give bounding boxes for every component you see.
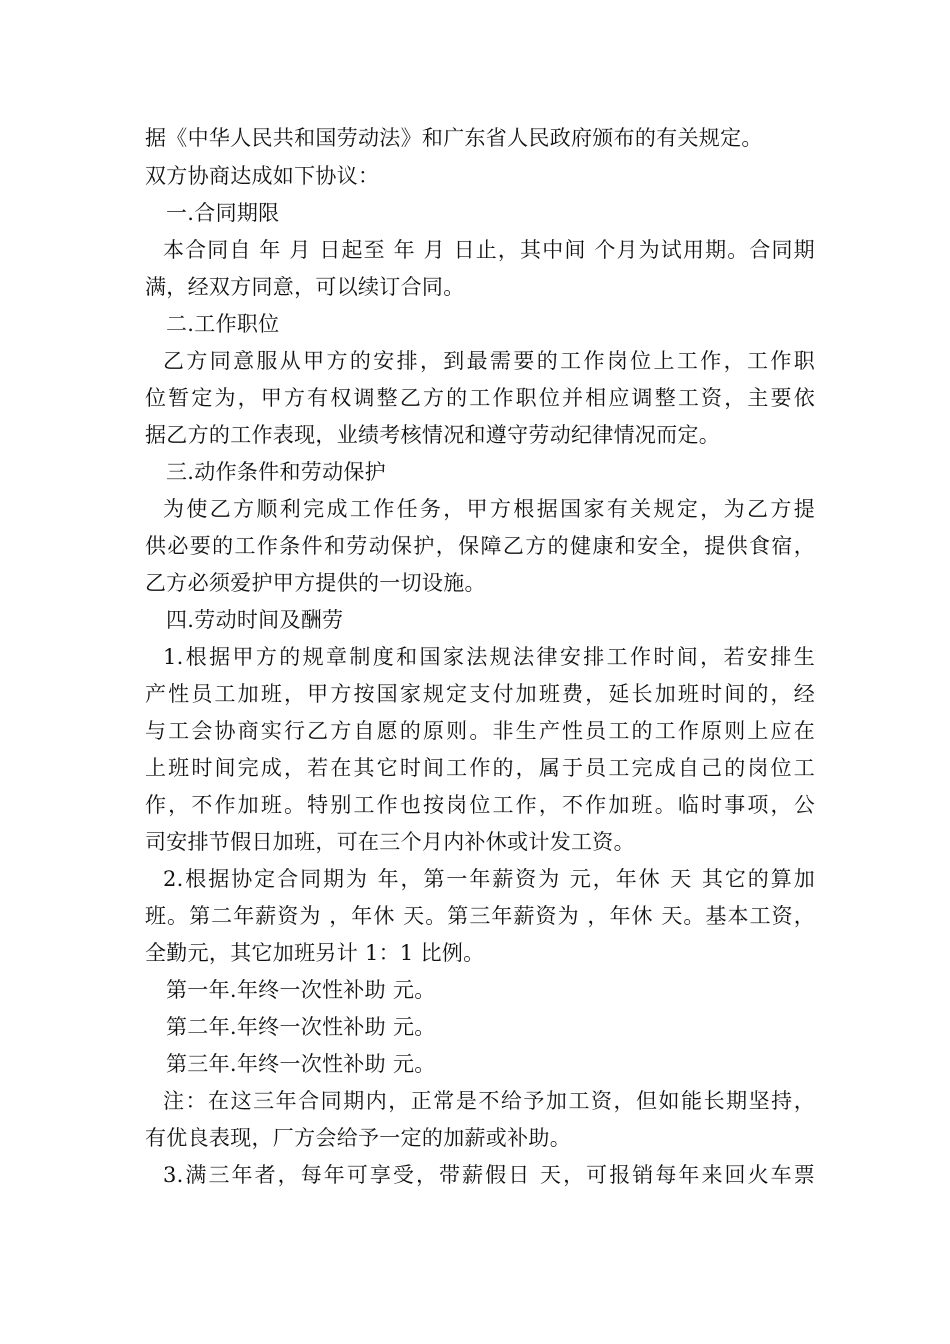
note-line: 注：在这三年合同期内，正常是不给予加工资，但如能长期坚持，: [163, 1089, 815, 1113]
bonus-line-year3: 第三年.年终一次性补助 元。: [166, 1052, 436, 1076]
paragraph-line: 全勤元，其它加班另计 1：1 比例。: [145, 941, 485, 965]
paragraph-line: 产性员工加班，甲方按国家规定支付加班费，延长加班时间的，经: [145, 682, 815, 706]
section-heading-position: 二.工作职位: [166, 312, 280, 336]
section-heading-conditions: 三.动作条件和劳动保护: [166, 460, 386, 484]
paragraph-line: 与工会协商实行乙方自愿的原则。非生产性员工的工作原则上应在: [145, 719, 815, 743]
paragraph-line: 据《中华人民共和国劳动法》和广东省人民政府颁布的有关规定。: [145, 126, 763, 150]
paragraph-line: 1.根据甲方的规章制度和国家法规法律安排工作时间，若安排生: [163, 645, 815, 669]
note-line: 有优良表现，厂方会给予一定的加薪或补助。: [145, 1126, 571, 1150]
paragraph-line: 班。第二年薪资为 ，年休 天。第三年薪资为 ，年休 天。基本工资，: [145, 904, 815, 928]
paragraph-line: 3.满三年者，每年可享受，带薪假日 天，可报销每年来回火车票: [163, 1163, 815, 1187]
paragraph-line: 司安排节假日加班，可在三个月内补休或计发工资。: [145, 830, 635, 854]
paragraph-line: 上班时间完成，若在其它时间工作的，属于员工完成自己的岗位工: [145, 756, 815, 780]
paragraph-line: 双方协商达成如下协议：: [145, 164, 380, 188]
paragraph-line: 本合同自 年 月 日起至 年 月 日止，其中间 个月为试用期。合同期: [163, 238, 815, 262]
bonus-line-year2: 第二年.年终一次性补助 元。: [166, 1015, 436, 1039]
paragraph-line: 位暂定为，甲方有权调整乙方的工作职位并相应调整工资，主要依: [145, 386, 815, 410]
paragraph-line: 2.根据协定合同期为 年，第一年薪资为 元，年休 天 其它的算加: [163, 867, 815, 891]
paragraph-line: 乙方同意服从甲方的安排，到最需要的工作岗位上工作，工作职: [163, 349, 815, 373]
section-heading-term: 一.合同期限: [166, 201, 280, 225]
paragraph-line: 作，不作加班。特别工作也按岗位工作，不作加班。临时事项，公: [145, 793, 815, 817]
paragraph-line: 为使乙方顺利完成工作任务，甲方根据国家有关规定，为乙方提: [163, 497, 815, 521]
bonus-line-year1: 第一年.年终一次性补助 元。: [166, 978, 436, 1002]
paragraph-line: 满，经双方同意，可以续订合同。: [145, 275, 465, 299]
section-heading-hours-pay: 四.劳动时间及酬劳: [166, 608, 344, 632]
paragraph-line: 据乙方的工作表现，业绩考核情况和遵守劳动纪律情况而定。: [145, 423, 721, 447]
paragraph-line: 供必要的工作条件和劳动保护，保障乙方的健康和安全，提供食宿，: [145, 534, 815, 558]
paragraph-line: 乙方必须爱护甲方提供的一切设施。: [145, 571, 486, 595]
